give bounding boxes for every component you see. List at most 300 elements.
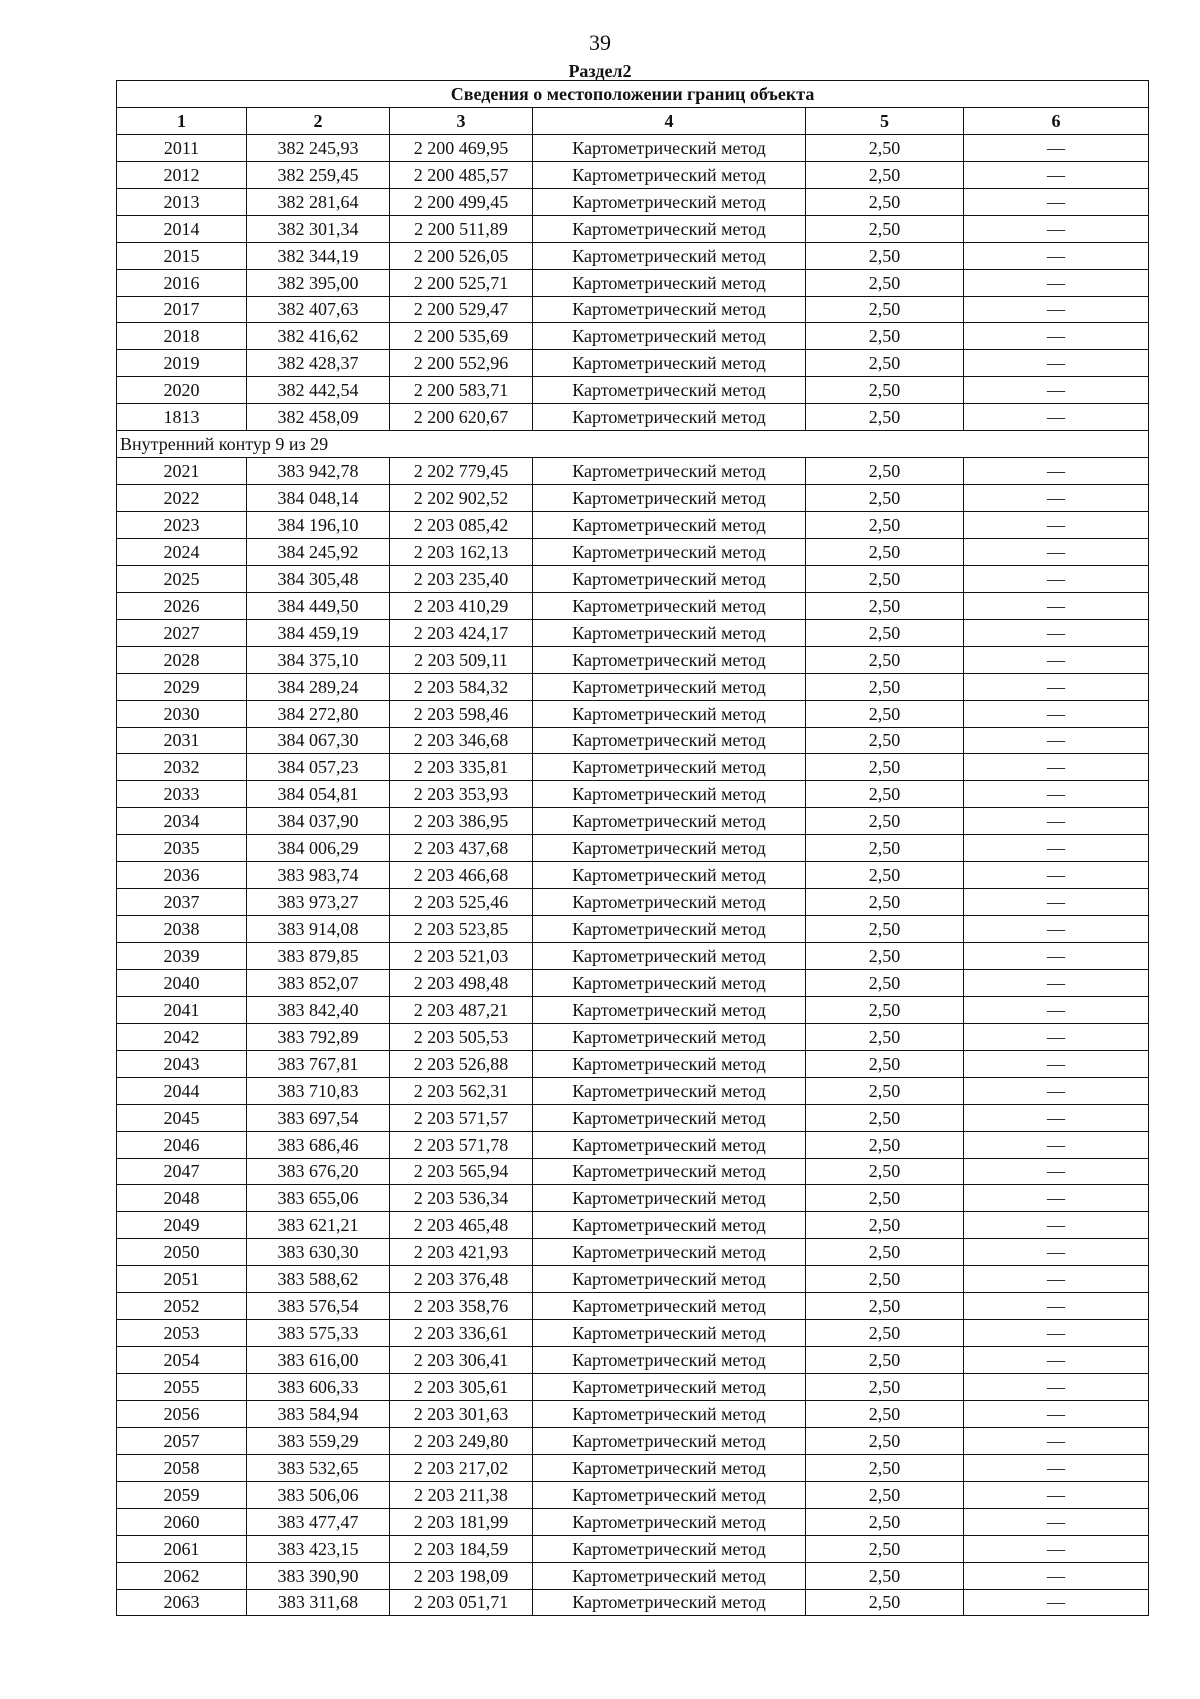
precision-cell: 2,50 — [806, 188, 964, 215]
y-coordinate-cell: 2 203 505,53 — [390, 1023, 533, 1050]
column-header-1: 1 — [117, 107, 247, 134]
point-number-cell: 2058 — [117, 1454, 247, 1481]
method-cell: Картометрический метод — [533, 1077, 806, 1104]
description-cell: — — [964, 323, 1149, 350]
table-row — [117, 404, 1149, 431]
method-cell: Картометрический метод — [533, 1293, 806, 1320]
description-cell: — — [964, 889, 1149, 916]
description-cell: — — [964, 350, 1149, 377]
table-row — [117, 808, 1149, 835]
table-row — [117, 1104, 1149, 1131]
column-header-3: 3 — [390, 107, 533, 134]
method-cell: Картометрический метод — [533, 943, 806, 970]
point-number-cell: 2049 — [117, 1212, 247, 1239]
precision-cell: 2,50 — [806, 673, 964, 700]
y-coordinate-cell: 2 203 336,61 — [390, 1320, 533, 1347]
description-cell: — — [964, 1104, 1149, 1131]
point-number-cell: 2032 — [117, 754, 247, 781]
point-number-cell: 2060 — [117, 1508, 247, 1535]
method-cell: Картометрический метод — [533, 862, 806, 889]
precision-cell: 2,50 — [806, 592, 964, 619]
point-number-cell: 2021 — [117, 458, 247, 485]
x-coordinate-cell: 382 395,00 — [247, 269, 390, 296]
y-coordinate-cell: 2 203 536,34 — [390, 1185, 533, 1212]
table-row — [117, 727, 1149, 754]
description-cell: — — [964, 1589, 1149, 1616]
point-number-cell: 2029 — [117, 673, 247, 700]
y-coordinate-cell: 2 200 620,67 — [390, 404, 533, 431]
precision-cell: 2,50 — [806, 916, 964, 943]
y-coordinate-cell: 2 203 211,38 — [390, 1481, 533, 1508]
method-cell: Картометрический метод — [533, 889, 806, 916]
y-coordinate-cell: 2 203 217,02 — [390, 1454, 533, 1481]
column-header-4: 4 — [533, 107, 806, 134]
description-cell: — — [964, 377, 1149, 404]
x-coordinate-cell: 383 842,40 — [247, 996, 390, 1023]
method-cell: Картометрический метод — [533, 835, 806, 862]
y-coordinate-cell: 2 203 498,48 — [390, 969, 533, 996]
point-number-cell: 2037 — [117, 889, 247, 916]
table-row — [117, 700, 1149, 727]
method-cell: Картометрический метод — [533, 323, 806, 350]
precision-cell: 2,50 — [806, 1104, 964, 1131]
x-coordinate-cell: 383 390,90 — [247, 1562, 390, 1589]
y-coordinate-cell: 2 203 051,71 — [390, 1589, 533, 1616]
x-coordinate-cell: 382 344,19 — [247, 242, 390, 269]
y-coordinate-cell: 2 203 306,41 — [390, 1347, 533, 1374]
x-coordinate-cell: 383 655,06 — [247, 1185, 390, 1212]
point-number-cell: 2031 — [117, 727, 247, 754]
page-number: 39 — [589, 30, 611, 55]
method-cell: Картометрический метод — [533, 134, 806, 161]
precision-cell: 2,50 — [806, 1374, 964, 1401]
precision-cell: 2,50 — [806, 161, 964, 188]
precision-cell: 2,50 — [806, 646, 964, 673]
point-number-cell: 2057 — [117, 1427, 247, 1454]
x-coordinate-cell: 383 710,83 — [247, 1077, 390, 1104]
point-number-cell: 2046 — [117, 1131, 247, 1158]
method-cell: Картометрический метод — [533, 269, 806, 296]
precision-cell: 2,50 — [806, 1185, 964, 1212]
precision-cell: 2,50 — [806, 889, 964, 916]
y-coordinate-cell: 2 203 198,09 — [390, 1562, 533, 1589]
x-coordinate-cell: 383 983,74 — [247, 862, 390, 889]
table-row — [117, 1347, 1149, 1374]
description-cell: — — [964, 1293, 1149, 1320]
table-title-row — [117, 81, 1149, 108]
precision-cell: 2,50 — [806, 377, 964, 404]
description-cell: — — [964, 1158, 1149, 1185]
y-coordinate-cell: 2 202 902,52 — [390, 485, 533, 512]
description-cell: — — [964, 1077, 1149, 1104]
description-cell: — — [964, 485, 1149, 512]
table-row — [117, 835, 1149, 862]
description-cell: — — [964, 134, 1149, 161]
description-cell: — — [964, 700, 1149, 727]
x-coordinate-cell: 384 048,14 — [247, 485, 390, 512]
description-cell: — — [964, 808, 1149, 835]
description-cell: — — [964, 1320, 1149, 1347]
x-coordinate-cell: 383 311,68 — [247, 1589, 390, 1616]
method-cell: Картометрический метод — [533, 1212, 806, 1239]
method-cell: Картометрический метод — [533, 646, 806, 673]
table-row — [117, 646, 1149, 673]
point-number-cell: 2048 — [117, 1185, 247, 1212]
x-coordinate-cell: 384 272,80 — [247, 700, 390, 727]
method-cell: Картометрический метод — [533, 565, 806, 592]
precision-cell: 2,50 — [806, 1347, 964, 1374]
x-coordinate-cell: 383 606,33 — [247, 1374, 390, 1401]
precision-cell: 2,50 — [806, 835, 964, 862]
section-label: Раздел2 — [568, 61, 632, 81]
table-row — [117, 862, 1149, 889]
description-cell: — — [964, 538, 1149, 565]
y-coordinate-cell: 2 203 487,21 — [390, 996, 533, 1023]
precision-cell: 2,50 — [806, 1454, 964, 1481]
precision-cell: 2,50 — [806, 458, 964, 485]
precision-cell: 2,50 — [806, 1266, 964, 1293]
y-coordinate-cell: 2 203 235,40 — [390, 565, 533, 592]
description-cell: — — [964, 1266, 1149, 1293]
table-row — [117, 161, 1149, 188]
x-coordinate-cell: 383 584,94 — [247, 1400, 390, 1427]
point-number-cell: 2059 — [117, 1481, 247, 1508]
point-number-cell: 2024 — [117, 538, 247, 565]
x-coordinate-cell: 384 305,48 — [247, 565, 390, 592]
column-header-row — [117, 107, 1149, 134]
x-coordinate-cell: 383 616,00 — [247, 1347, 390, 1374]
y-coordinate-cell: 2 203 584,32 — [390, 673, 533, 700]
method-cell: Картометрический метод — [533, 1239, 806, 1266]
point-number-cell: 2017 — [117, 296, 247, 323]
description-cell: — — [964, 943, 1149, 970]
method-cell: Картометрический метод — [533, 700, 806, 727]
table-row — [117, 996, 1149, 1023]
description-cell: — — [964, 215, 1149, 242]
x-coordinate-cell: 383 852,07 — [247, 969, 390, 996]
y-coordinate-cell: 2 203 162,13 — [390, 538, 533, 565]
y-coordinate-cell: 2 203 301,63 — [390, 1400, 533, 1427]
table-row — [117, 1131, 1149, 1158]
point-number-cell: 2054 — [117, 1347, 247, 1374]
method-cell: Картометрический метод — [533, 1185, 806, 1212]
precision-cell: 2,50 — [806, 1589, 964, 1616]
method-cell: Картометрический метод — [533, 592, 806, 619]
point-number-cell: 2044 — [117, 1077, 247, 1104]
description-cell: — — [964, 862, 1149, 889]
description-cell: — — [964, 1454, 1149, 1481]
description-cell: — — [964, 1050, 1149, 1077]
precision-cell: 2,50 — [806, 538, 964, 565]
description-cell: — — [964, 242, 1149, 269]
table-row — [117, 1050, 1149, 1077]
description-cell: — — [964, 565, 1149, 592]
y-coordinate-cell: 2 203 424,17 — [390, 619, 533, 646]
x-coordinate-cell: 382 442,54 — [247, 377, 390, 404]
y-coordinate-cell: 2 203 523,85 — [390, 916, 533, 943]
column-header-2: 2 — [247, 107, 390, 134]
method-cell: Картометрический метод — [533, 242, 806, 269]
method-cell: Картометрический метод — [533, 969, 806, 996]
table-row — [117, 1320, 1149, 1347]
x-coordinate-cell: 383 942,78 — [247, 458, 390, 485]
boundary-coordinates-table — [116, 80, 1149, 1616]
table-row — [117, 134, 1149, 161]
y-coordinate-cell: 2 200 469,95 — [390, 134, 533, 161]
point-number-cell: 2018 — [117, 323, 247, 350]
table-row — [117, 1239, 1149, 1266]
point-number-cell: 2011 — [117, 134, 247, 161]
description-cell: — — [964, 1185, 1149, 1212]
point-number-cell: 2050 — [117, 1239, 247, 1266]
point-number-cell: 2053 — [117, 1320, 247, 1347]
x-coordinate-cell: 383 621,21 — [247, 1212, 390, 1239]
point-number-cell: 2047 — [117, 1158, 247, 1185]
y-coordinate-cell: 2 202 779,45 — [390, 458, 533, 485]
precision-cell: 2,50 — [806, 485, 964, 512]
method-cell: Картометрический метод — [533, 404, 806, 431]
point-number-cell: 2022 — [117, 485, 247, 512]
table-row — [117, 188, 1149, 215]
precision-cell: 2,50 — [806, 781, 964, 808]
x-coordinate-cell: 382 428,37 — [247, 350, 390, 377]
table-row — [117, 969, 1149, 996]
precision-cell: 2,50 — [806, 215, 964, 242]
x-coordinate-cell: 383 506,06 — [247, 1481, 390, 1508]
precision-cell: 2,50 — [806, 1400, 964, 1427]
description-cell: — — [964, 592, 1149, 619]
method-cell: Картометрический метод — [533, 996, 806, 1023]
point-number-cell: 2043 — [117, 1050, 247, 1077]
method-cell: Картометрический метод — [533, 1535, 806, 1562]
precision-cell: 2,50 — [806, 350, 964, 377]
x-coordinate-cell: 384 245,92 — [247, 538, 390, 565]
table-row — [117, 1400, 1149, 1427]
table-row — [117, 754, 1149, 781]
precision-cell: 2,50 — [806, 808, 964, 835]
method-cell: Картометрический метод — [533, 538, 806, 565]
point-number-cell: 2026 — [117, 592, 247, 619]
table-row — [117, 269, 1149, 296]
description-cell: — — [964, 1508, 1149, 1535]
method-cell: Картометрический метод — [533, 619, 806, 646]
description-cell: — — [964, 781, 1149, 808]
x-coordinate-cell: 383 423,15 — [247, 1535, 390, 1562]
method-cell: Картометрический метод — [533, 1320, 806, 1347]
precision-cell: 2,50 — [806, 700, 964, 727]
x-coordinate-cell: 383 477,47 — [247, 1508, 390, 1535]
y-coordinate-cell: 2 203 562,31 — [390, 1077, 533, 1104]
table-row — [117, 943, 1149, 970]
y-coordinate-cell: 2 203 358,76 — [390, 1293, 533, 1320]
x-coordinate-cell: 382 281,64 — [247, 188, 390, 215]
table-row — [117, 565, 1149, 592]
table-row — [117, 1535, 1149, 1562]
point-number-cell: 2061 — [117, 1535, 247, 1562]
point-number-cell: 2041 — [117, 996, 247, 1023]
table-row — [117, 485, 1149, 512]
description-cell: — — [964, 188, 1149, 215]
precision-cell: 2,50 — [806, 1535, 964, 1562]
x-coordinate-cell: 382 407,63 — [247, 296, 390, 323]
description-cell: — — [964, 835, 1149, 862]
point-number-cell: 1813 — [117, 404, 247, 431]
point-number-cell: 2023 — [117, 512, 247, 539]
description-cell: — — [964, 754, 1149, 781]
x-coordinate-cell: 384 196,10 — [247, 512, 390, 539]
description-cell: — — [964, 1535, 1149, 1562]
method-cell: Картометрический метод — [533, 673, 806, 700]
description-cell: — — [964, 1023, 1149, 1050]
table-row — [117, 1266, 1149, 1293]
description-cell: — — [964, 1347, 1149, 1374]
method-cell: Картометрический метод — [533, 1104, 806, 1131]
description-cell: — — [964, 1131, 1149, 1158]
precision-cell: 2,50 — [806, 1427, 964, 1454]
precision-cell: 2,50 — [806, 1077, 964, 1104]
description-cell: — — [964, 161, 1149, 188]
x-coordinate-cell: 383 879,85 — [247, 943, 390, 970]
x-coordinate-cell: 383 576,54 — [247, 1293, 390, 1320]
point-number-cell: 2039 — [117, 943, 247, 970]
y-coordinate-cell: 2 200 525,71 — [390, 269, 533, 296]
table-row — [117, 1427, 1149, 1454]
method-cell: Картометрический метод — [533, 1454, 806, 1481]
point-number-cell: 2012 — [117, 161, 247, 188]
method-cell: Картометрический метод — [533, 215, 806, 242]
column-header-6: 6 — [964, 107, 1149, 134]
description-cell: — — [964, 458, 1149, 485]
table-row — [117, 1212, 1149, 1239]
precision-cell: 2,50 — [806, 269, 964, 296]
point-number-cell: 2042 — [117, 1023, 247, 1050]
y-coordinate-cell: 2 203 526,88 — [390, 1050, 533, 1077]
precision-cell: 2,50 — [806, 242, 964, 269]
y-coordinate-cell: 2 203 598,46 — [390, 700, 533, 727]
table-row — [117, 215, 1149, 242]
table-row — [117, 1454, 1149, 1481]
point-number-cell: 2055 — [117, 1374, 247, 1401]
table-row — [117, 1185, 1149, 1212]
table-row — [117, 1374, 1149, 1401]
y-coordinate-cell: 2 203 437,68 — [390, 835, 533, 862]
description-cell: — — [964, 1374, 1149, 1401]
precision-cell: 2,50 — [806, 1158, 964, 1185]
y-coordinate-cell: 2 203 525,46 — [390, 889, 533, 916]
precision-cell: 2,50 — [806, 969, 964, 996]
method-cell: Картометрический метод — [533, 1481, 806, 1508]
method-cell: Картометрический метод — [533, 1400, 806, 1427]
x-coordinate-cell: 383 575,33 — [247, 1320, 390, 1347]
point-number-cell: 2028 — [117, 646, 247, 673]
x-coordinate-cell: 384 006,29 — [247, 835, 390, 862]
description-cell: — — [964, 1400, 1149, 1427]
table-row — [117, 1508, 1149, 1535]
method-cell: Картометрический метод — [533, 161, 806, 188]
description-cell: — — [964, 646, 1149, 673]
point-number-cell: 2033 — [117, 781, 247, 808]
x-coordinate-cell: 383 914,08 — [247, 916, 390, 943]
method-cell: Картометрический метод — [533, 781, 806, 808]
table-row — [117, 1481, 1149, 1508]
point-number-cell: 2045 — [117, 1104, 247, 1131]
method-cell: Картометрический метод — [533, 1374, 806, 1401]
y-coordinate-cell: 2 203 571,78 — [390, 1131, 533, 1158]
point-number-cell: 2027 — [117, 619, 247, 646]
y-coordinate-cell: 2 200 529,47 — [390, 296, 533, 323]
x-coordinate-cell: 384 375,10 — [247, 646, 390, 673]
point-number-cell: 2051 — [117, 1266, 247, 1293]
x-coordinate-cell: 383 686,46 — [247, 1131, 390, 1158]
x-coordinate-cell: 383 973,27 — [247, 889, 390, 916]
description-cell: — — [964, 619, 1149, 646]
precision-cell: 2,50 — [806, 862, 964, 889]
table-title: Сведения о местоположении границ объекта — [117, 81, 1149, 108]
table-row — [117, 889, 1149, 916]
table-row — [117, 1077, 1149, 1104]
x-coordinate-cell: 384 037,90 — [247, 808, 390, 835]
x-coordinate-cell: 383 697,54 — [247, 1104, 390, 1131]
precision-cell: 2,50 — [806, 1023, 964, 1050]
precision-cell: 2,50 — [806, 754, 964, 781]
description-cell: — — [964, 916, 1149, 943]
x-coordinate-cell: 384 067,30 — [247, 727, 390, 754]
description-cell: — — [964, 1562, 1149, 1589]
method-cell: Картометрический метод — [533, 512, 806, 539]
method-cell: Картометрический метод — [533, 188, 806, 215]
precision-cell: 2,50 — [806, 1508, 964, 1535]
y-coordinate-cell: 2 203 376,48 — [390, 1266, 533, 1293]
description-cell: — — [964, 969, 1149, 996]
x-coordinate-cell: 383 630,30 — [247, 1239, 390, 1266]
y-coordinate-cell: 2 200 583,71 — [390, 377, 533, 404]
method-cell: Картометрический метод — [533, 296, 806, 323]
point-number-cell: 2062 — [117, 1562, 247, 1589]
contour-label: Внутренний контур 9 из 29 — [117, 431, 1149, 458]
x-coordinate-cell: 382 301,34 — [247, 215, 390, 242]
method-cell: Картометрический метод — [533, 727, 806, 754]
x-coordinate-cell: 384 459,19 — [247, 619, 390, 646]
table-row — [117, 916, 1149, 943]
description-cell: — — [964, 512, 1149, 539]
description-cell: — — [964, 296, 1149, 323]
point-number-cell: 2020 — [117, 377, 247, 404]
table-row — [117, 619, 1149, 646]
table-row — [117, 458, 1149, 485]
method-cell: Картометрический метод — [533, 1023, 806, 1050]
x-coordinate-cell: 383 676,20 — [247, 1158, 390, 1185]
point-number-cell: 2035 — [117, 835, 247, 862]
y-coordinate-cell: 2 203 410,29 — [390, 592, 533, 619]
precision-cell: 2,50 — [806, 996, 964, 1023]
x-coordinate-cell: 383 767,81 — [247, 1050, 390, 1077]
method-cell: Картометрический метод — [533, 808, 806, 835]
x-coordinate-cell: 383 559,29 — [247, 1427, 390, 1454]
precision-cell: 2,50 — [806, 619, 964, 646]
method-cell: Картометрический метод — [533, 1050, 806, 1077]
table-row — [117, 296, 1149, 323]
table-row — [117, 1023, 1149, 1050]
y-coordinate-cell: 2 203 335,81 — [390, 754, 533, 781]
method-cell: Картометрический метод — [533, 916, 806, 943]
table-row — [117, 242, 1149, 269]
point-number-cell: 2030 — [117, 700, 247, 727]
point-number-cell: 2063 — [117, 1589, 247, 1616]
method-cell: Картометрический метод — [533, 377, 806, 404]
precision-cell: 2,50 — [806, 134, 964, 161]
y-coordinate-cell: 2 203 305,61 — [390, 1374, 533, 1401]
x-coordinate-cell: 383 792,89 — [247, 1023, 390, 1050]
